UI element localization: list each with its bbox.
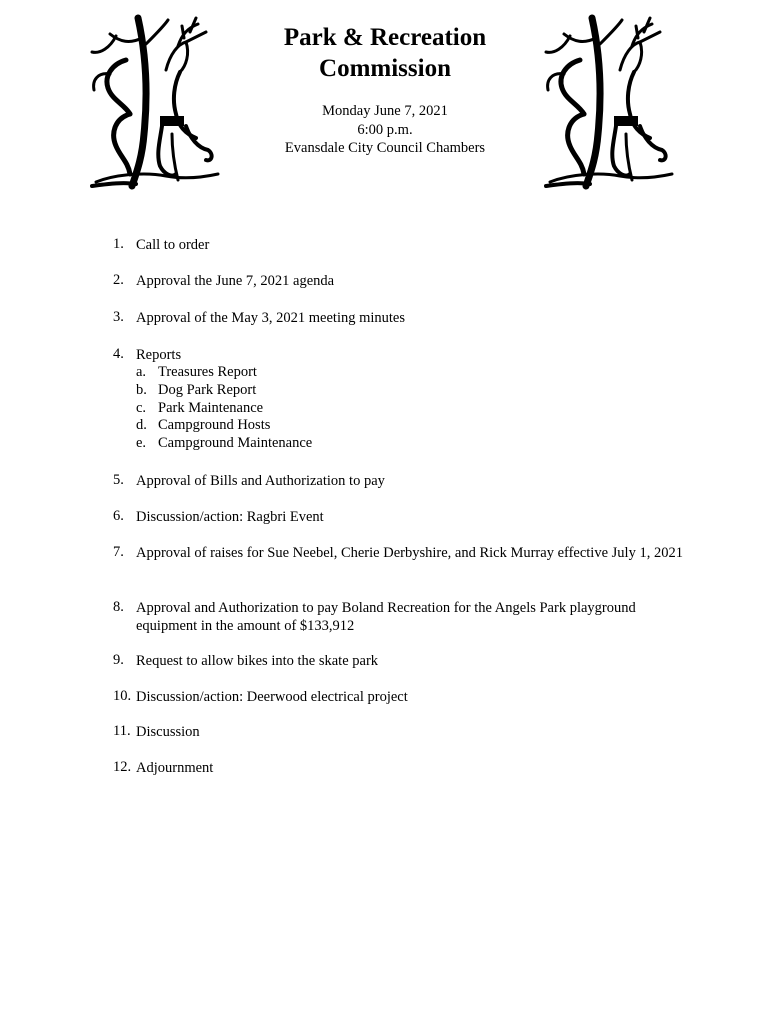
agenda-item-text: Discussion [136,724,200,740]
report-subitem [136,399,683,418]
agenda-item [113,309,683,327]
agenda-item-text: Discussion/action: Ragbri Event [136,509,324,525]
agenda-item-text: Approval and Authorization to pay Boland Recreation for the Angels Park playground equipment in the amount of $133,912 [136,600,636,634]
agenda-item-number: 12. [113,759,132,775]
agenda-item-text: Approval of the May 3, 2021 meeting minutes [136,310,406,326]
subitem-text: Campground Hosts [158,417,271,434]
agenda-item-text: Approval of raises for Sue Neebel, Cherie Derbyshire, and Rick Murray effective July 1, 2021 [136,545,683,561]
deer-tree-logo-icon [86,14,226,190]
subitem-text: Park Maintenance [158,399,264,416]
agenda-item [113,544,683,562]
agenda-item-number: 11. [113,723,131,739]
agenda-item-text: Approval of Bills and Authorization to pay [136,473,385,489]
reports-sublist [136,364,683,453]
report-subitem [136,435,683,453]
agenda-item [113,508,683,526]
meeting-date: Monday June 7, 2021 [322,103,448,119]
agenda-item [113,688,683,706]
subitem-text: Dog Park Report [158,381,257,398]
agenda-item-number: 1. [113,236,124,252]
subitem-letter: a. [136,364,147,380]
deer-tree-logo-icon [540,14,680,190]
agenda-item [113,346,683,453]
subitem-letter: e. [136,435,147,452]
agenda-item-number: 6. [113,508,124,524]
agenda-item [113,599,683,635]
agenda-item-text: Adjournment [136,760,214,776]
agenda-item-text: Call to order [136,237,210,253]
page-title-line-2: Commission [319,55,451,82]
subitem-text: Treasures Report [158,364,257,380]
agenda-item-number: 3. [113,309,124,325]
agenda-item-number: 4. [113,346,124,362]
meeting-time: 6:00 p.m. [357,121,413,138]
agenda-item-number: 10. [113,688,132,704]
agenda-item-text: Discussion/action: Deerwood electrical project [136,689,408,705]
subitem-letter: d. [136,417,147,434]
agenda-item-number: 8. [113,599,124,615]
agenda-item [113,723,683,741]
report-subitem [136,381,683,400]
agenda-item [113,652,683,670]
meeting-location: Evansdale City Council Chambers [284,140,486,156]
agenda-item-number: 5. [113,472,124,488]
agenda-item [113,759,683,777]
agenda-item-text: Reports [136,347,182,363]
subitem-letter: b. [136,381,147,398]
report-subitem [136,364,683,382]
report-subitem [136,417,683,435]
agenda-item [113,472,683,490]
agenda-item-number: 9. [113,652,124,668]
agenda-item [113,272,683,290]
subitem-letter: c. [136,399,147,416]
agenda-item-number: 2. [113,272,124,288]
agenda-item [113,236,683,254]
agenda-item-text: Approval the June 7, 2021 agenda [136,273,335,289]
subitem-text: Campground Maintenance [158,435,313,452]
agenda-item-text: Request to allow bikes into the skate park [136,653,379,669]
title-block [235,22,535,158]
header [0,0,770,200]
agenda-item-number: 7. [113,544,124,560]
page-title-line-1: Park & Recreation [283,24,487,51]
meeting-info [235,102,535,158]
